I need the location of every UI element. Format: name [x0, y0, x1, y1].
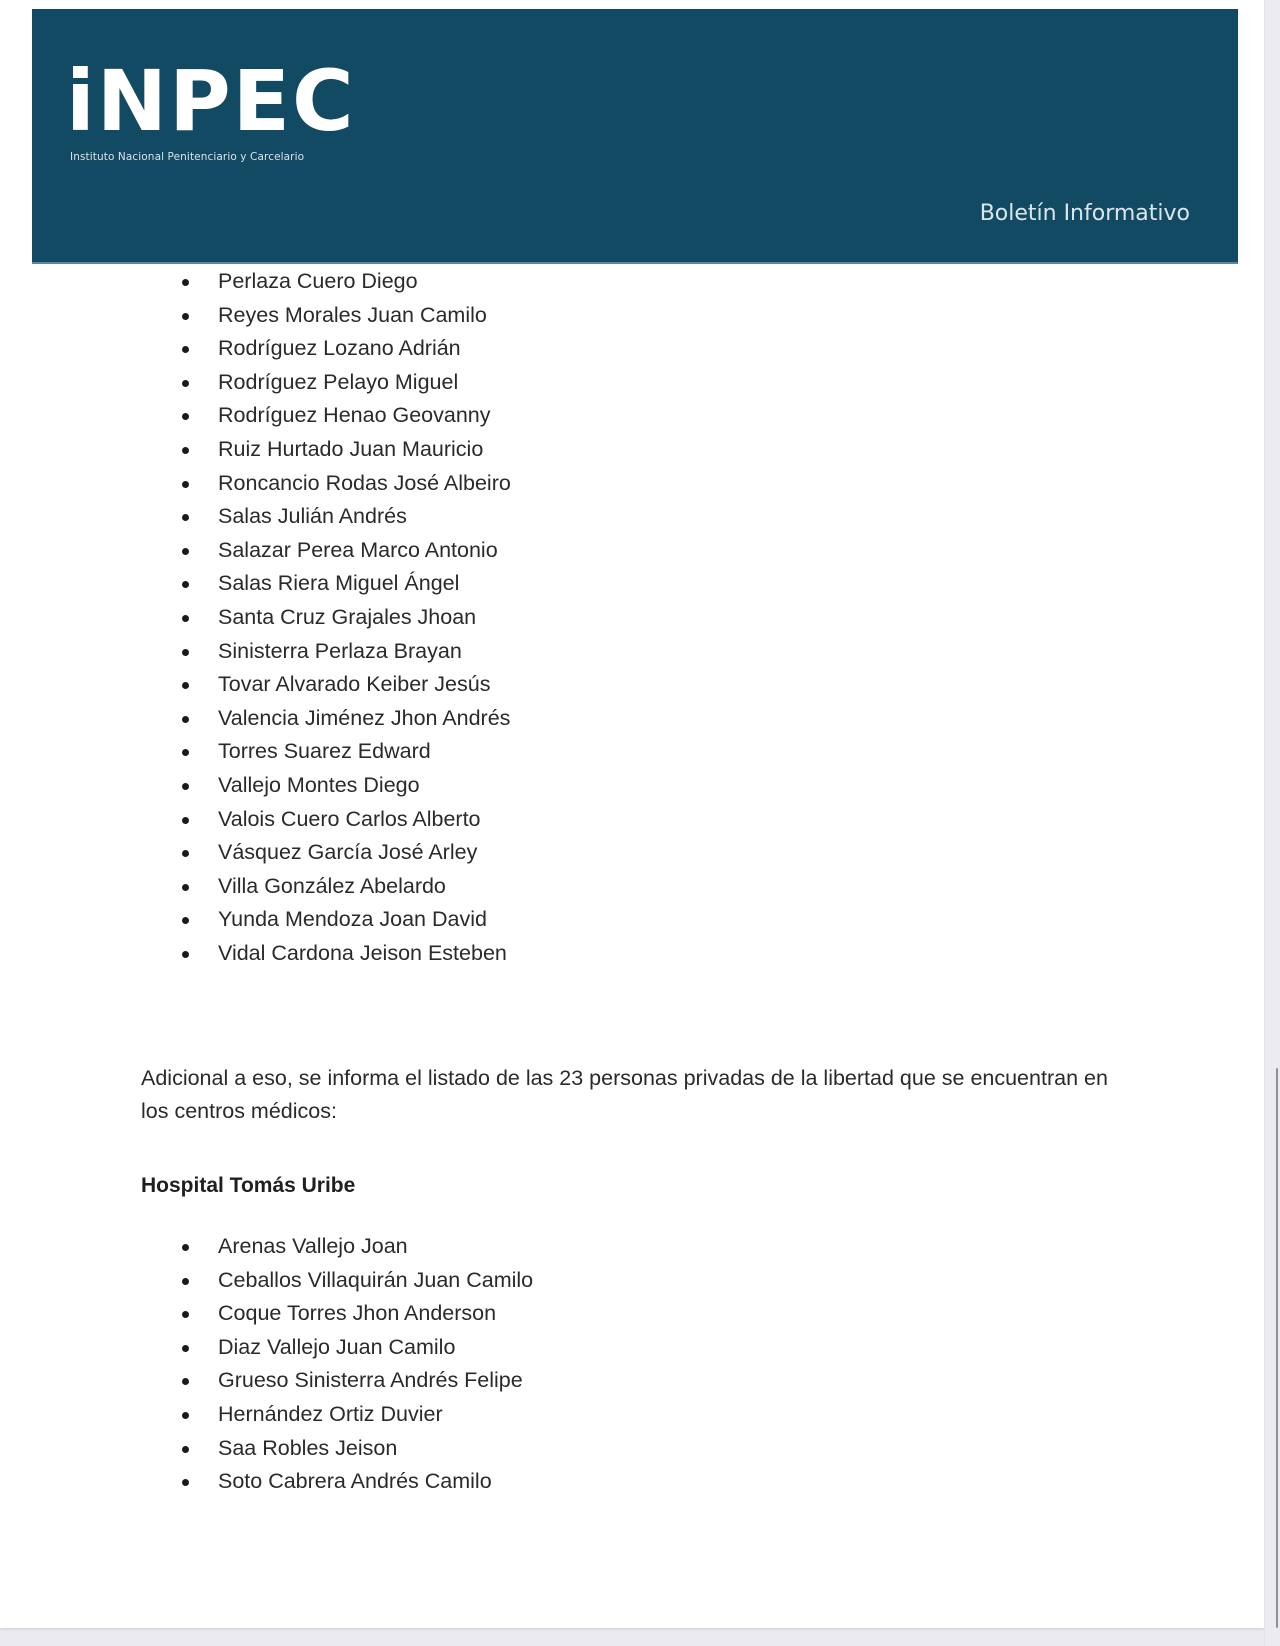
list-item: Roncancio Rodas José Albeiro: [178, 467, 511, 501]
list-item: Rodríguez Lozano Adrián: [178, 332, 511, 366]
names-list-hospital: [178, 1230, 533, 1499]
list-item: Ruiz Hurtado Juan Mauricio: [178, 433, 511, 467]
info-paragraph: Adicional a eso, se informa el listado de las 23 personas privadas de la libertad que se encuentran en los centros médicos:: [141, 1065, 1108, 1123]
list-item: Salazar Perea Marco Antonio: [178, 534, 511, 568]
list-item: Soto Cabrera Andrés Camilo: [178, 1465, 533, 1499]
list-item: Sinisterra Perlaza Brayan: [178, 635, 511, 669]
list-item: Hernández Ortiz Duvier: [178, 1398, 533, 1432]
bulletin-title: Boletín Informativo: [979, 201, 1190, 226]
list-item: Salas Riera Miguel Ángel: [178, 567, 511, 601]
list-item: Valencia Jiménez Jhon Andrés: [178, 702, 511, 736]
list-item: Santa Cruz Grajales Jhoan: [178, 601, 511, 635]
list-item: Ceballos Villaquirán Juan Camilo: [178, 1264, 533, 1298]
logo-wordmark: iNPEC: [66, 52, 356, 150]
list-item: Torres Suarez Edward: [178, 735, 511, 769]
list-item: Grueso Sinisterra Andrés Felipe: [178, 1364, 533, 1398]
list-item: Rodríguez Pelayo Miguel: [178, 366, 511, 400]
list-item: Tovar Alvarado Keiber Jesús: [178, 668, 511, 702]
scrollbar-thumb[interactable]: [1276, 1068, 1278, 1628]
list-item: Yunda Mendoza Joan David: [178, 903, 511, 937]
list-item: Arenas Vallejo Joan: [178, 1230, 533, 1264]
list-item: Reyes Morales Juan Camilo: [178, 299, 511, 333]
section-heading-hospital: Hospital Tomás Uribe: [141, 1174, 356, 1197]
header-banner: [32, 9, 1238, 264]
list-item: Coque Torres Jhon Anderson: [178, 1297, 533, 1331]
list-item: Vásquez García José Arley: [178, 836, 511, 870]
logo-subtitle: Instituto Nacional Penitenciario y Carcelario: [70, 151, 305, 163]
list-item: Valois Cuero Carlos Alberto: [178, 803, 511, 837]
list-item: Saa Robles Jeison: [178, 1432, 533, 1466]
list-item: Villa González Abelardo: [178, 870, 511, 904]
list-item: Perlaza Cuero Diego: [178, 265, 511, 299]
list-item: Vidal Cardona Jeison Esteben: [178, 937, 511, 971]
list-item: Vallejo Montes Diego: [178, 769, 511, 803]
list-item: Rodríguez Henao Geovanny: [178, 399, 511, 433]
list-item: Salas Julián Andrés: [178, 500, 511, 534]
names-list-1: [178, 265, 511, 970]
list-item: Diaz Vallejo Juan Camilo: [178, 1331, 533, 1365]
